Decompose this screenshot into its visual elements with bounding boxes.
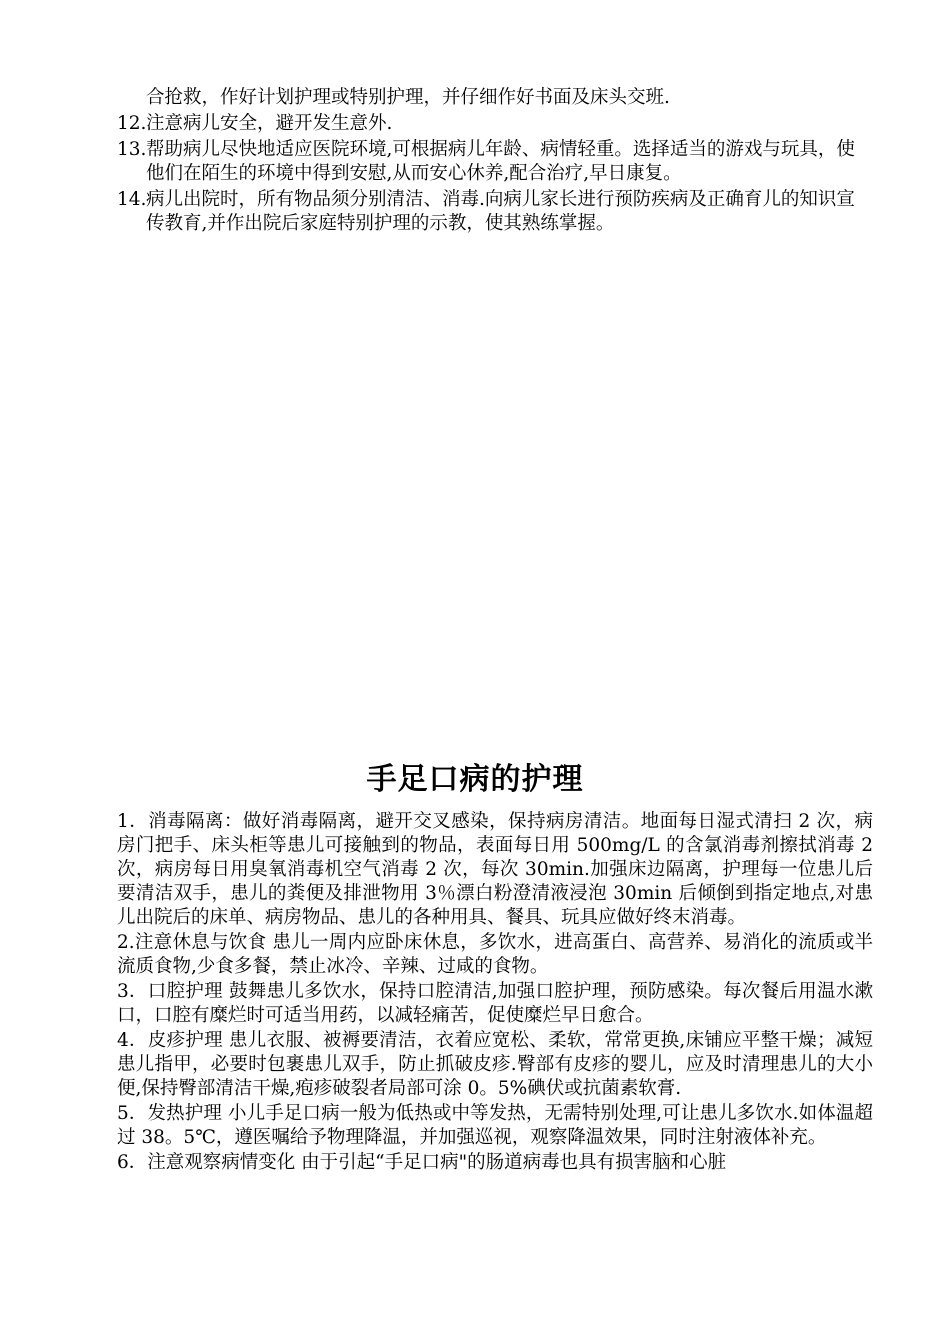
paragraph: 4．皮疹护理 患儿衣服、被褥要清洁，衣着应宽松、柔软，常常更换,床铺应平整干燥；减短患儿指甲，必要时包裹患儿双手，防止抓破皮疹.臀部有皮疹的婴儿，应及时清理患儿的大小便,保持臀部清洁干燥,疱疹破裂者局部可涂 0。5%碘伏或抗菌素软膏. bbox=[117, 1030, 873, 1099]
list-item-text: 帮助病儿尽快地适应医院环境,可根据病儿年龄、病情轻重。选择适当的游戏与玩具，使他们在陌生的环境中得到安慰,从而安心休养,配合治疗,早日康复。 bbox=[146, 139, 855, 184]
paragraph: 6．注意观察病情变化 由于引起“手足口病"的肠道病毒也具有损害脑和心脏 bbox=[117, 1152, 727, 1173]
list-item bbox=[117, 188, 867, 236]
list-item bbox=[117, 138, 867, 186]
list-item-number: 14. bbox=[117, 189, 147, 210]
list-item bbox=[117, 112, 867, 136]
list-item-number: 12. bbox=[117, 113, 147, 134]
list-item-text: 注意病儿安全，避开发生意外. bbox=[146, 113, 393, 134]
section-title: 手足口病的护理 bbox=[366, 762, 584, 797]
nursing-list-continued bbox=[117, 86, 867, 238]
list-item-text: 病儿出院时，所有物品须分别清洁、消毒.向病儿家长进行预防疾病及正确育儿的知识宣传教育,并作出院后家庭特别护理的示教，使其熟练掌握。 bbox=[146, 189, 855, 234]
list-item-number: 13. bbox=[117, 139, 147, 160]
paragraph: 1．消毒隔离：做好消毒隔离，避开交叉感染，保持病房清洁。地面每日湿式清扫 2 次，病房门把手、床头柜等患儿可接触到的物品，表面每日用 500mg/L 的含氯消毒剂擦拭消毒 2 次，病房每日用臭氧消毒机空气消毒 2 次，每次 30min.加强床边隔离，护理每一位患儿后要清洁双手，患儿的粪便及排泄物用 3％漂白粉澄清液浸泡 30min 后倾倒到指定地点,对患儿出院后的床单、病房物品、患儿的各种用具、餐具、玩具应做好终末消毒。 bbox=[117, 811, 873, 928]
list-item-continuation: 合抢救，作好计划护理或特别护理，并仔细作好书面及床头交班. bbox=[146, 87, 670, 108]
paragraph: 3．口腔护理 鼓舞患儿多饮水，保持口腔清洁,加强口腔护理，预防感染。每次餐后用温水漱口，口腔有糜烂时可适当用药，以减轻痛苦，促使糜烂早日愈合。 bbox=[117, 981, 873, 1026]
paragraph: 2.注意休息与饮食 患儿一周内应卧床休息，多饮水，进高蛋白、高营养、易消化的流质或半流质食物,少食多餐，禁止冰冷、辛辣、过咸的食物。 bbox=[117, 932, 873, 977]
section-body bbox=[117, 810, 873, 1176]
paragraph: 5．发热护理 小儿手足口病一般为低热或中等发热，无需特别处理,可让患儿多饮水.如体温超过 38。5℃，遵医嘱给予物理降温，并加强巡视，观察降温效果，同时注射液体补充。 bbox=[117, 1103, 873, 1148]
